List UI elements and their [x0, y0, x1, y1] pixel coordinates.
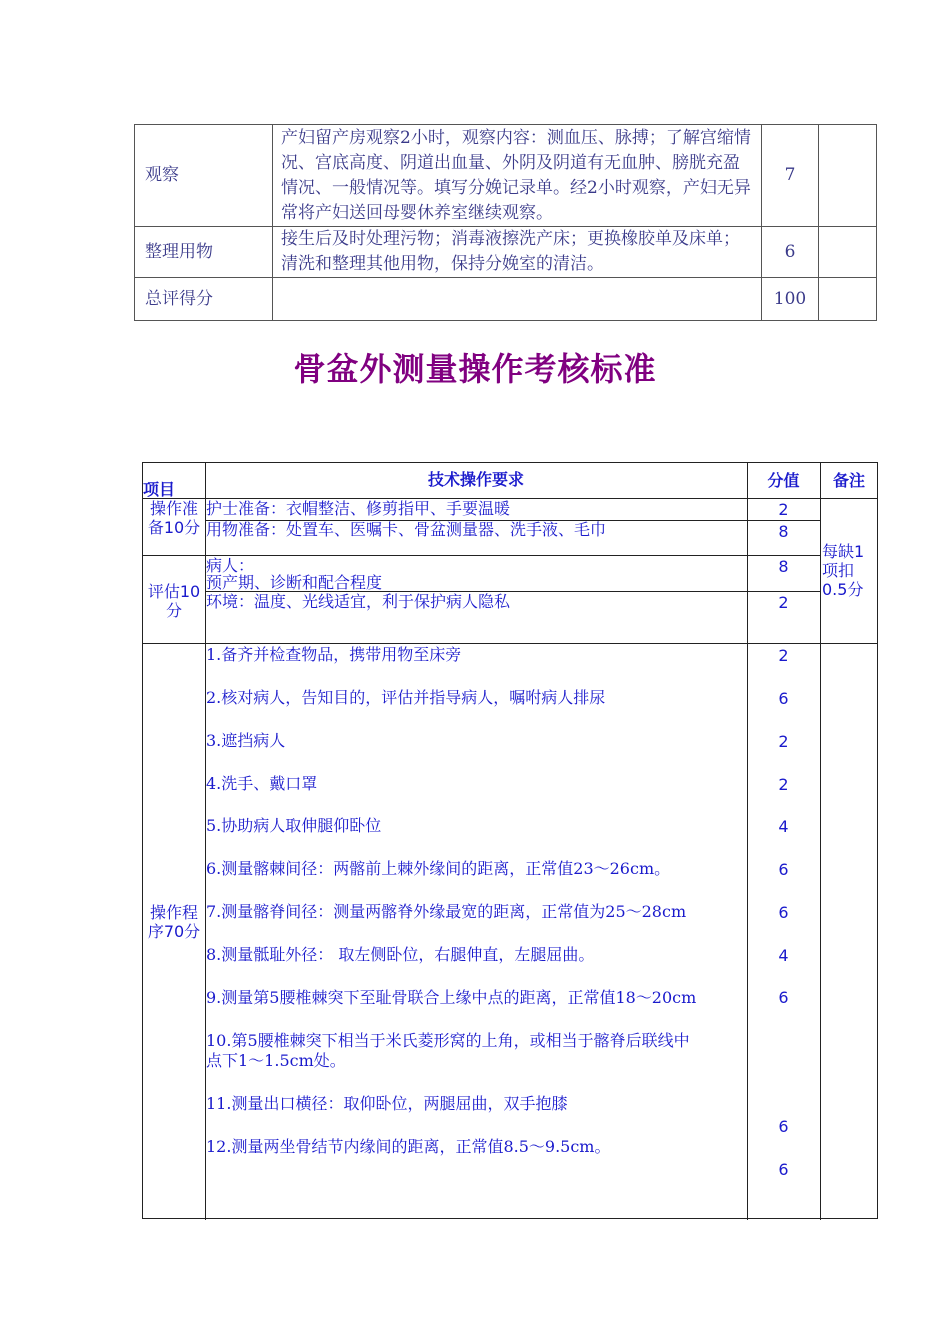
- row-divider: [143, 643, 878, 644]
- procedure-step: 1.备齐并检查物品，携带用物至床旁: [206, 645, 462, 664]
- procedure-score: 6: [778, 903, 789, 922]
- procedure-step: 8.测量骶耻外径： 取左侧卧位，右腿伸直，左腿屈曲。: [206, 945, 595, 964]
- procedure-score: 2: [778, 775, 789, 794]
- procedure-step: 10.第5腰椎棘突下相当于米氏菱形窝的上角，或相当于髂脊后联线中: [206, 1031, 690, 1050]
- procedure-score: 2: [778, 732, 789, 751]
- procedure-step: 12.测量两坐骨结节内缘间的距离，正常值8.5～9.5cm。: [206, 1137, 611, 1156]
- procedure-step: 7.测量髂脊间径：测量两髂脊外缘最宽的距离，正常值为25～28cm: [206, 902, 687, 921]
- item-cell: 整理用物: [135, 227, 273, 278]
- score-cell: 6: [762, 227, 819, 278]
- column-divider: [820, 463, 821, 1220]
- assess-patient-text: 病人：: [206, 556, 255, 575]
- requirement-cell: 产妇留产房观察2小时，观察内容：测血压、脉搏；了解宫缩情况、宫底高度、阴道出血量、外阴及阴道有无血肿、膀胱充盈情况、一般情况等。填写分娩记录单。经2小时观察，产妇无异常将产妇送回母婴休养室继续观察。: [273, 125, 762, 227]
- procedure-step-continued: 点下1～1.5cm处。: [206, 1051, 346, 1070]
- procedure-step: 4.洗手、戴口罩: [206, 774, 318, 793]
- note-cell: [819, 227, 877, 278]
- table-row: [135, 278, 877, 321]
- prep-nurse-text: 护士准备：衣帽整洁、修剪指甲、手要温暖: [206, 499, 511, 518]
- header-note: 备注: [832, 471, 865, 490]
- procedure-score: 6: [778, 689, 789, 708]
- score-cell: 7: [762, 125, 819, 227]
- procedure-step: 5.协助病人取伸腿仰卧位: [206, 816, 382, 835]
- header-score: 分值: [767, 471, 800, 490]
- deduction-note: 每缺1项扣0.5分: [822, 542, 865, 599]
- item-cell: 总评得分: [135, 278, 273, 321]
- assess-env-score: 2: [778, 593, 789, 612]
- table-row: [135, 125, 877, 227]
- note-cell: [819, 278, 877, 321]
- assess-label: 评估10分: [147, 582, 201, 620]
- item-cell: 观察: [135, 125, 273, 227]
- procedure-step: 6.测量髂棘间径：两髂前上棘外缘间的距离，正常值23～26cm。: [206, 859, 671, 878]
- procedure-score: 6: [778, 1160, 789, 1179]
- procedure-step: 11.测量出口横径：取仰卧位，两腿屈曲，双手抱膝: [206, 1094, 568, 1113]
- procedure-score: 6: [778, 860, 789, 879]
- assessment-table: [142, 462, 878, 1219]
- header-item: 项目: [143, 480, 176, 499]
- table-row: [135, 227, 877, 278]
- note-cell: [819, 125, 877, 227]
- prep-supplies-score: 8: [778, 522, 789, 541]
- score-cell: 100: [762, 278, 819, 321]
- prep-label: 操作准备10分: [147, 499, 201, 537]
- requirement-cell: 接生后及时处理污物；消毒液擦洗产床；更换橡胶单及床单；清洗和整理其他用物，保持分娩室的清洁。: [273, 227, 762, 278]
- assess-env-text: 环境：温度、光线适宜，利于保护病人隐私: [206, 592, 511, 611]
- procedure-score: 2: [778, 646, 789, 665]
- page-title: 骨盆外测量操作考核标准: [293, 350, 657, 388]
- procedure-score: 6: [778, 1117, 789, 1136]
- procedure-step: 2.核对病人，告知目的，评估并指导病人，嘱咐病人排尿: [206, 688, 606, 707]
- column-divider: [747, 463, 748, 1220]
- procedure-score: 6: [778, 988, 789, 1007]
- procedure-score: 4: [778, 817, 789, 836]
- procedure-label: 操作程序70分: [147, 903, 201, 941]
- assess-patient-detail: 预产期、诊断和配合程度: [206, 573, 383, 592]
- prep-supplies-text: 用物准备：处置车、医嘱卡、骨盆测量器、洗手液、毛巾: [206, 520, 607, 539]
- requirement-cell: [273, 278, 762, 321]
- procedure-score: 4: [778, 946, 789, 965]
- procedure-step: 3.遮挡病人: [206, 731, 286, 750]
- prep-nurse-score: 2: [778, 500, 789, 519]
- header-requirement: 技术操作要求: [427, 470, 524, 489]
- procedure-step: 9.测量第5腰椎棘突下至耻骨联合上缘中点的距离，正常值18～20cm: [206, 988, 697, 1007]
- assess-patient-score: 8: [778, 557, 789, 576]
- observation-table: [134, 124, 877, 321]
